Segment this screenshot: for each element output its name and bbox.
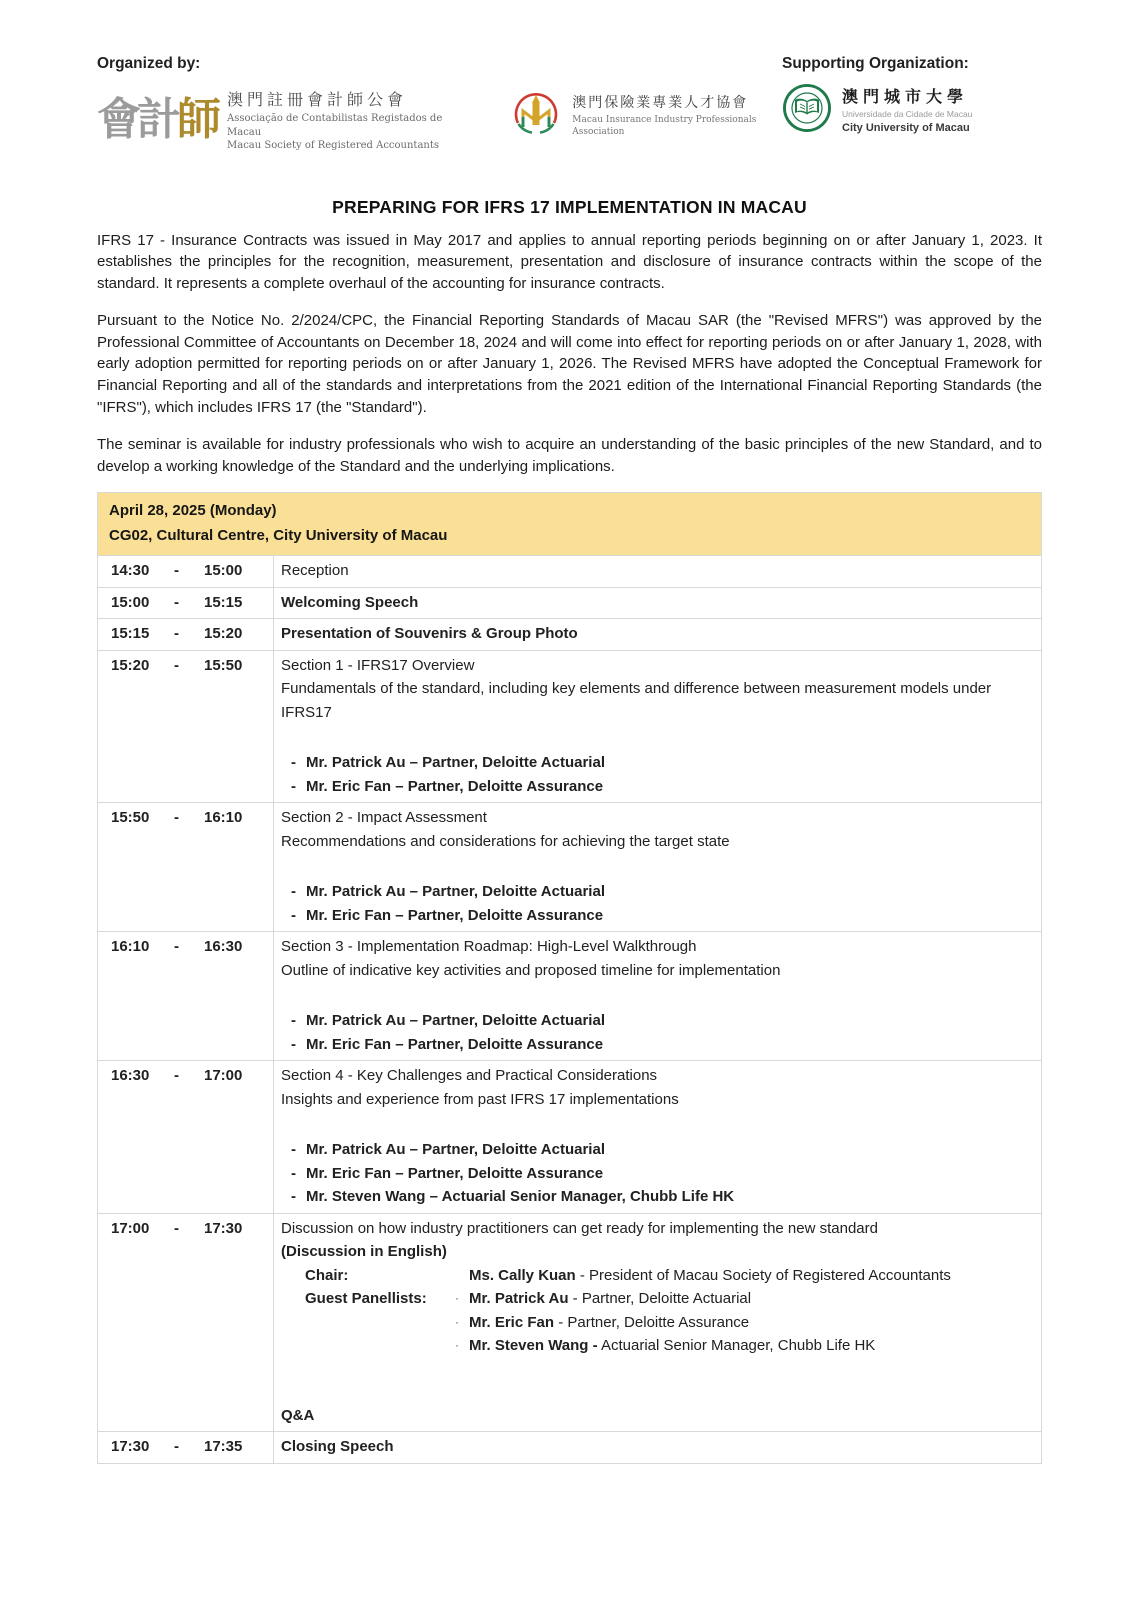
time-end: 17:00 bbox=[204, 1067, 243, 1085]
time-cell bbox=[98, 803, 274, 931]
line-text bbox=[306, 904, 603, 928]
text-segment: Discussion on how industry practitioners can get ready for implementing the new standard bbox=[281, 1219, 878, 1237]
text-segment: Mr. Patrick Au – Partner, Deloitte Actuarial bbox=[306, 1141, 605, 1159]
document-header bbox=[97, 55, 1042, 153]
time-separator: - bbox=[174, 562, 179, 580]
text-segment: Mr. Eric Fan bbox=[469, 1313, 555, 1331]
page-title: PREPARING FOR IFRS 17 IMPLEMENTATION IN MACAU bbox=[332, 196, 807, 217]
time-cell bbox=[98, 556, 274, 587]
event-line bbox=[281, 559, 1031, 583]
schedule-row bbox=[98, 651, 1041, 804]
msra-name-cn: 澳門註冊會計師公會 bbox=[227, 90, 408, 109]
schedule-table-header bbox=[98, 493, 1041, 556]
time-separator: - bbox=[174, 625, 179, 643]
schedule-row bbox=[98, 1432, 1041, 1463]
line-label: Guest Panellists: bbox=[305, 1290, 427, 1308]
msra-glyph: 師 bbox=[177, 93, 217, 145]
miipa-text bbox=[572, 92, 782, 138]
bullet-dash: - bbox=[291, 1012, 296, 1030]
schedule-row bbox=[98, 556, 1041, 588]
event-line bbox=[281, 1404, 1031, 1428]
event-line bbox=[281, 1217, 1031, 1241]
spacer-line bbox=[281, 1358, 1031, 1404]
time-end: 15:50 bbox=[204, 656, 243, 674]
miipa-logo-icon bbox=[510, 87, 562, 143]
line-text bbox=[306, 751, 605, 775]
speaker-line bbox=[281, 1033, 1031, 1057]
text-segment: - President of Macau Society of Registered Accountants bbox=[575, 1266, 951, 1284]
text-segment: Mr. Patrick Au bbox=[469, 1290, 569, 1308]
msra-logo-icon bbox=[97, 93, 217, 145]
line-value bbox=[469, 1334, 1031, 1358]
time-start: 15:50 bbox=[111, 809, 150, 827]
miipa-logo-block bbox=[510, 87, 782, 143]
miipa-name-cn: 澳門保險業專業人才協會 bbox=[572, 94, 749, 111]
organizer-logos bbox=[97, 87, 782, 153]
event-line bbox=[281, 1435, 1031, 1459]
labeled-line bbox=[281, 1264, 1031, 1288]
schedule-row bbox=[98, 619, 1041, 651]
time-start: 16:10 bbox=[111, 938, 150, 956]
speaker-line bbox=[281, 751, 1031, 775]
speaker-line bbox=[281, 1185, 1031, 1209]
bullet-dash: - bbox=[291, 883, 296, 901]
line-label: Chair: bbox=[305, 1266, 349, 1284]
text-segment: Section 1 - IFRS17 Overview bbox=[281, 656, 475, 674]
time-start: 15:20 bbox=[111, 656, 150, 674]
time-separator: - bbox=[174, 938, 179, 956]
time-end: 15:15 bbox=[204, 593, 243, 611]
event-cell bbox=[274, 803, 1041, 931]
schedule-row bbox=[98, 803, 1041, 932]
text-segment: Recommendations and considerations for achieving the target state bbox=[281, 832, 730, 850]
speaker-line bbox=[281, 880, 1031, 904]
text-segment: Mr. Patrick Au – Partner, Deloitte Actuarial bbox=[306, 883, 605, 901]
time-end: 15:00 bbox=[204, 562, 243, 580]
event-line bbox=[281, 654, 1031, 678]
msra-name-pt: Associação de Contabilistas Registados de Macau bbox=[227, 113, 443, 138]
text-segment: Mr. Steven Wang – Actuarial Senior Manager, Chubb Life HK bbox=[306, 1188, 735, 1206]
supporting-org-label: Supporting Organization: bbox=[782, 55, 969, 72]
intro-paragraph-3: The seminar is available for industry professionals who wish to acquire an understanding of the basic principles of the new Standard, and to develop a working knowledge of the Standard and the underlying implications. bbox=[97, 435, 1042, 475]
text-segment: Closing Speech bbox=[281, 1438, 394, 1456]
time-cell bbox=[98, 588, 274, 619]
time-separator: - bbox=[174, 1219, 179, 1237]
schedule-venue: CG02, Cultural Centre, City University of Macau bbox=[109, 527, 448, 545]
intro-paragraph-2: Pursuant to the Notice No. 2/2024/CPC, the Financial Reporting Standards of Macau SAR (the "Revised MFRS") was approved by the Professional Committee of Accountants on December 18, 2024 and will come into effect for reporting periods on or after January 1, 2028, with early adoption permitted for reporting periods on or after January 1, 2026. The Revised MFRS have adopted the Conceptual Framework for Financial Reporting and all of the standards and interpretations from the 2021 edition of the International Financial Reporting Standards (the "IFRS"), which includes IFRS 17 (the "Standard"). bbox=[97, 311, 1042, 417]
text-segment: Insights and experience from past IFRS 17 implementations bbox=[281, 1090, 679, 1108]
time-start: 14:30 bbox=[111, 562, 150, 580]
bullet-dash: - bbox=[291, 906, 296, 924]
schedule-row bbox=[98, 1061, 1041, 1214]
organized-by-label: Organized by: bbox=[97, 55, 201, 72]
msra-text bbox=[227, 87, 442, 153]
line-value bbox=[469, 1311, 1031, 1335]
bullet-dash: - bbox=[291, 777, 296, 795]
text-segment: Section 3 - Implementation Roadmap: High-Level Walkthrough bbox=[281, 938, 697, 956]
intro-paragraph-1: IFRS 17 - Insurance Contracts was issued in May 2017 and applies to annual reporting periods beginning on or after January 1, 2023. It establishes the principles for the recognition, measurement, presentation and disclosure of insurance contracts within the scope of the standard. It represents a complete overhaul of the accounting for insurance contracts. bbox=[97, 231, 1042, 293]
labeled-line bbox=[281, 1311, 1031, 1335]
text-segment: Presentation of Souvenirs & Group Photo bbox=[281, 625, 578, 643]
text-segment: Reception bbox=[281, 562, 349, 580]
event-line bbox=[281, 806, 1031, 830]
schedule-table bbox=[97, 492, 1042, 1464]
line-text bbox=[306, 1138, 605, 1162]
event-line bbox=[281, 830, 1031, 854]
msra-glyph: 會 bbox=[97, 93, 137, 145]
line-text bbox=[306, 775, 603, 799]
text-segment: Section 4 - Key Challenges and Practical Considerations bbox=[281, 1067, 658, 1085]
text-segment: Mr. Eric Fan – Partner, Deloitte Assurance bbox=[306, 1164, 604, 1182]
supporting-org-section bbox=[782, 55, 1042, 137]
text-segment: - Partner, Deloitte Assurance bbox=[554, 1313, 750, 1331]
event-cell bbox=[274, 651, 1041, 803]
event-line bbox=[281, 1064, 1031, 1088]
time-separator: - bbox=[174, 1067, 179, 1085]
time-cell bbox=[98, 1432, 274, 1463]
time-separator: - bbox=[174, 1438, 179, 1456]
text-segment: Mr. Eric Fan – Partner, Deloitte Assurance bbox=[306, 906, 604, 924]
bullet-dot bbox=[455, 1264, 469, 1288]
text-segment: Outline of indicative key activities and proposed timeline for implementation bbox=[281, 961, 781, 979]
event-line bbox=[281, 591, 1031, 615]
text-segment: Ms. Cally Kuan bbox=[469, 1266, 576, 1284]
text-segment: Fundamentals of the standard, including key elements and difference between measurement models under IFRS17 bbox=[281, 680, 992, 721]
line-label bbox=[305, 1311, 455, 1335]
time-end: 16:30 bbox=[204, 938, 243, 956]
bullet-dash: - bbox=[291, 1035, 296, 1053]
event-line bbox=[281, 622, 1031, 646]
bullet-dot: · bbox=[455, 1338, 459, 1353]
labeled-line bbox=[281, 1287, 1031, 1311]
time-end: 16:10 bbox=[204, 809, 243, 827]
bullet-dot: · bbox=[455, 1314, 459, 1329]
bullet-dash: - bbox=[291, 754, 296, 772]
time-separator: - bbox=[174, 809, 179, 827]
time-cell bbox=[98, 651, 274, 803]
time-cell bbox=[98, 1214, 274, 1432]
text-segment: - Partner, Deloitte Actuarial bbox=[568, 1290, 752, 1308]
time-start: 17:30 bbox=[111, 1438, 150, 1456]
line-value bbox=[469, 1287, 1031, 1311]
text-segment: Mr. Patrick Au – Partner, Deloitte Actuarial bbox=[306, 1012, 605, 1030]
spacer-line bbox=[281, 1111, 1031, 1138]
spacer-line bbox=[281, 982, 1031, 1009]
event-cell bbox=[274, 1061, 1041, 1213]
time-end: 17:30 bbox=[204, 1219, 243, 1237]
speaker-line bbox=[281, 1138, 1031, 1162]
text-segment: Actuarial Senior Manager, Chubb Life HK bbox=[597, 1337, 876, 1355]
speaker-line bbox=[281, 1009, 1031, 1033]
cityu-name-en: City University of Macau bbox=[842, 121, 970, 134]
time-separator: - bbox=[174, 593, 179, 611]
text-segment: Welcoming Speech bbox=[281, 593, 419, 611]
line-text bbox=[306, 1162, 603, 1186]
time-cell bbox=[98, 1061, 274, 1213]
text-segment: Mr. Eric Fan – Partner, Deloitte Assurance bbox=[306, 1035, 604, 1053]
line-text bbox=[306, 880, 605, 904]
line-text bbox=[306, 1185, 734, 1209]
time-start: 17:00 bbox=[111, 1219, 150, 1237]
spacer-line bbox=[281, 724, 1031, 751]
event-line bbox=[281, 677, 1031, 724]
msra-name-en: Macau Society of Registered Accountants bbox=[227, 140, 440, 151]
time-cell bbox=[98, 619, 274, 650]
event-line bbox=[281, 935, 1031, 959]
time-start: 16:30 bbox=[111, 1067, 150, 1085]
schedule-row bbox=[98, 588, 1041, 620]
text-segment: (Discussion in English) bbox=[281, 1243, 447, 1261]
text-segment: Mr. Eric Fan – Partner, Deloitte Assurance bbox=[306, 777, 604, 795]
event-cell bbox=[274, 1214, 1041, 1432]
bullet-dash: - bbox=[291, 1164, 296, 1182]
schedule-rows bbox=[98, 556, 1041, 1463]
event-line bbox=[281, 959, 1031, 983]
msra-logo-block bbox=[97, 87, 442, 153]
organized-by-section bbox=[97, 55, 782, 153]
event-line bbox=[281, 1088, 1031, 1112]
event-cell bbox=[274, 619, 1041, 650]
text-segment: Mr. Steven Wang - bbox=[469, 1337, 598, 1355]
msra-glyph: 計 bbox=[137, 93, 177, 145]
time-end: 15:20 bbox=[204, 625, 243, 643]
schedule-row bbox=[98, 1214, 1041, 1433]
time-start: 15:00 bbox=[111, 593, 150, 611]
time-separator: - bbox=[174, 656, 179, 674]
time-cell bbox=[98, 932, 274, 1060]
cityu-name-cn: 澳門城市大學 bbox=[842, 87, 969, 107]
labeled-line bbox=[281, 1334, 1031, 1358]
schedule-date: April 28, 2025 (Monday) bbox=[109, 502, 277, 520]
time-start: 15:15 bbox=[111, 625, 150, 643]
event-cell bbox=[274, 932, 1041, 1060]
bullet-dash: - bbox=[291, 1141, 296, 1159]
miipa-name-en: Macau Insurance Industry Professionals Association bbox=[572, 114, 757, 137]
time-end: 17:35 bbox=[204, 1438, 243, 1456]
bullet-dot: · bbox=[455, 1291, 459, 1306]
cityu-name-pt: Universidade da Cidade de Macau bbox=[842, 109, 973, 120]
spacer-line bbox=[281, 853, 1031, 880]
speaker-line bbox=[281, 1162, 1031, 1186]
event-cell bbox=[274, 556, 1041, 587]
schedule-row bbox=[98, 932, 1041, 1061]
bullet-dash: - bbox=[291, 1188, 296, 1206]
text-segment: Mr. Patrick Au – Partner, Deloitte Actuarial bbox=[306, 754, 605, 772]
speaker-line bbox=[281, 775, 1031, 799]
line-label bbox=[305, 1334, 455, 1358]
event-line bbox=[281, 1240, 1031, 1264]
event-cell bbox=[274, 588, 1041, 619]
line-text bbox=[306, 1009, 605, 1033]
cityu-logo-block bbox=[782, 83, 1042, 137]
text-segment: Q&A bbox=[281, 1406, 315, 1424]
cityu-logo-icon bbox=[782, 83, 832, 137]
event-cell bbox=[274, 1432, 1041, 1463]
cityu-text bbox=[842, 84, 972, 135]
text-segment: Section 2 - Impact Assessment bbox=[281, 809, 487, 827]
speaker-line bbox=[281, 904, 1031, 928]
line-text bbox=[306, 1033, 603, 1057]
line-value bbox=[469, 1264, 1031, 1288]
